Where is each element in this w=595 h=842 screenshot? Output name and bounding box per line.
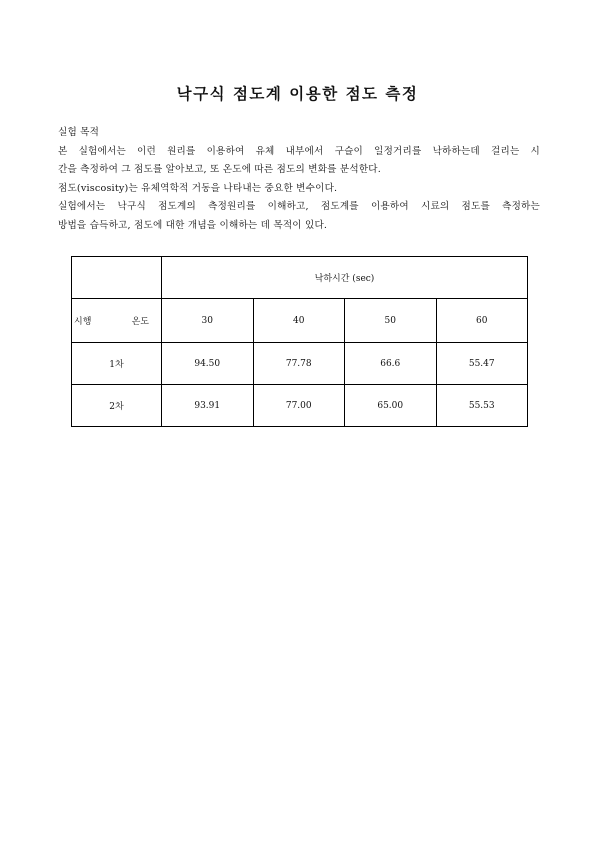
table-header-row — [72, 257, 528, 299]
body-text — [58, 124, 540, 235]
table-row — [72, 343, 528, 385]
trial-temp-label-cell — [72, 299, 162, 343]
temperature-cell: 50 — [345, 299, 437, 343]
value-cell: 66.6 — [345, 343, 437, 385]
corner-cell — [72, 257, 162, 299]
temperature-label: 온도 — [131, 317, 149, 327]
trial-label-cell: 1차 — [72, 343, 162, 385]
value-cell: 93.91 — [162, 385, 254, 427]
paragraph-line: 본 실험에서는 이런 원리를 이용하여 유체 내부에서 구슬이 일정거리를 낙하하는데 걸리는 시 — [58, 145, 540, 157]
paragraph-line: 점도(viscosity)는 유체역학적 거동을 나타내는 중요한 변수이다. — [58, 182, 338, 194]
value-cell: 65.00 — [345, 385, 437, 427]
temperature-row — [72, 299, 528, 343]
trial-label-cell: 2차 — [72, 385, 162, 427]
page-title: 낙구식 점도계 이용한 점도 측정 — [176, 84, 419, 103]
temperature-cell: 60 — [436, 299, 528, 343]
paragraph-line: 실험에서는 낙구식 점도계의 측정원리를 이해하고, 점도계를 이용하여 시료의 점도를 측정하는 — [58, 201, 540, 212]
paragraph-line: 간을 측정하여 그 점도를 알아보고, 또 온도에 따른 점도의 변화를 분석한다. — [58, 164, 382, 175]
table-row — [72, 385, 528, 427]
fall-time-header: 낙하시간 (sec) — [162, 257, 528, 299]
results-table — [71, 256, 528, 427]
value-cell: 77.00 — [253, 385, 345, 427]
temperature-cell: 30 — [162, 299, 254, 343]
value-cell: 94.50 — [162, 343, 254, 385]
paragraph-line: 방법을 습득하고, 점도에 대한 개념을 이해하는 데 목적이 있다. — [58, 219, 328, 231]
temperature-cell: 40 — [253, 299, 345, 343]
value-cell: 55.53 — [436, 385, 528, 427]
trial-label: 시행 — [74, 317, 92, 327]
value-cell: 77.78 — [253, 343, 345, 385]
section-heading: 실험 목적 — [58, 127, 100, 138]
value-cell: 55.47 — [436, 343, 528, 385]
